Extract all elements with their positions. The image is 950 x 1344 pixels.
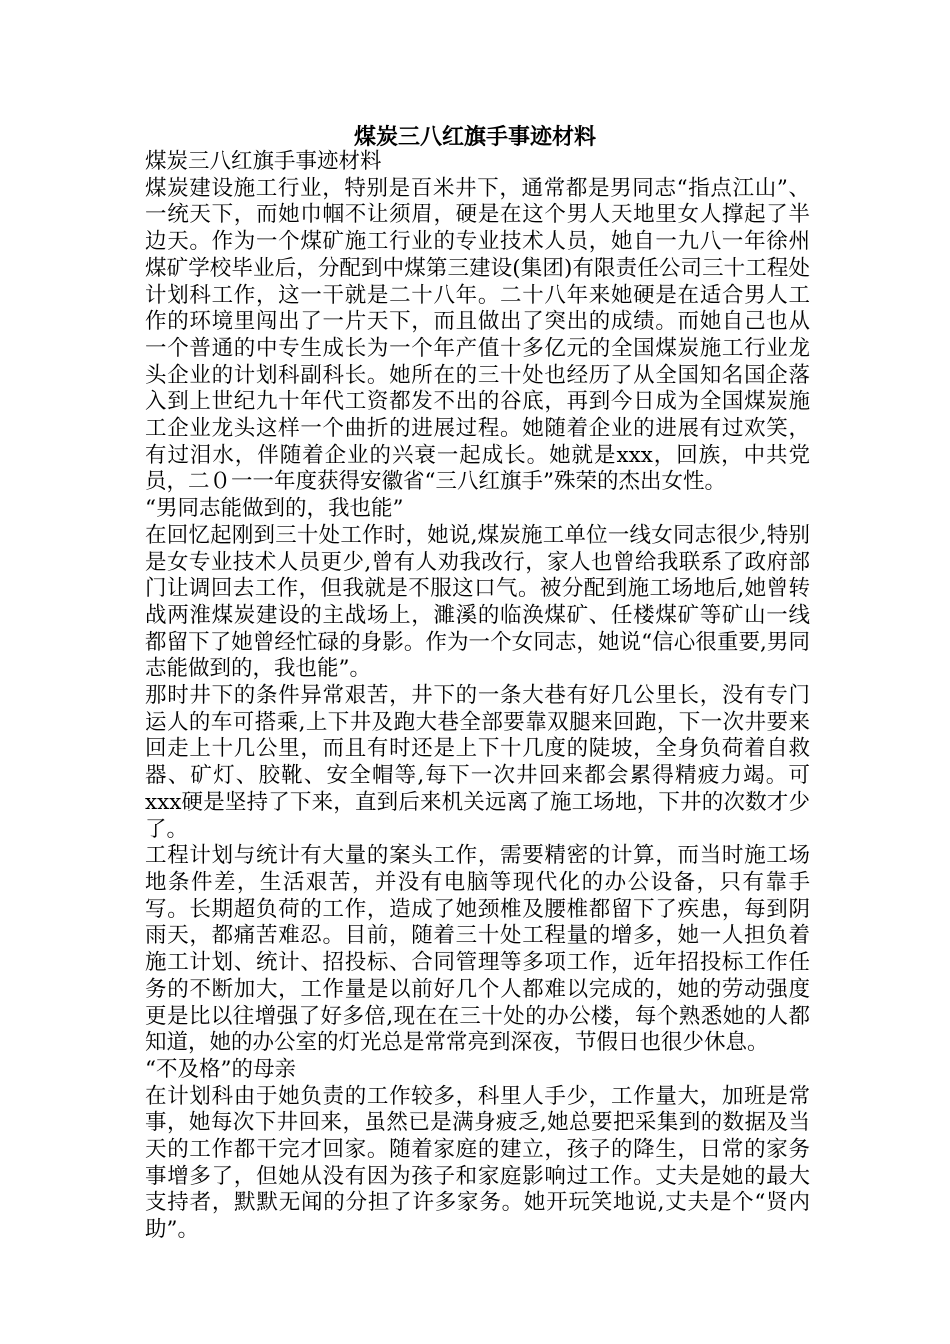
paragraph-planning-work: 工程计划与统计有大量的案头工作，需要精密的计算，而当时施工场地条件差，生活艰苦，并没有电脑等现代化的办公设备，只有靠手写。长期超负荷的工作，造成了她颈椎及腰椎都留下了疾患，每到阴雨天，都痛苦难忍。目前，随着三十处工程量的增多，她一人担负着施工计划、统计、招投标、合同管理等多项工作，近年招投标工作任务的不断加大，工作量是以前好几个人都难以完成的，她的劳动强度更是比以往增强了好多倍,现在在三十处的办公楼，每个熟悉她的人都知道，她的办公室的灯光总是常常亮到深夜，节假日也很少休息。 xyxy=(145,843,810,1056)
section-heading-mother: “不及格”的母亲 xyxy=(145,1056,296,1082)
paragraph-mine-conditions: 那时井下的条件异常艰苦，井下的一条大巷有好几公里长，没有专门运人的车可搭乘,上下井及跑大巷全部要靠双腿来回跑，下一次井要来回走上十几公里，而且有时还是上下十几度的陡坡，全身负荷着自救器、矿灯、胶靴、安全帽等,每下一次井回来都会累得精疲力竭。可xxx硬是坚持了下来，直到后来机关远离了施工场地，下井的次数才少了。 xyxy=(145,683,810,842)
document-body xyxy=(145,149,810,1244)
paragraph-family: 在计划科由于她负责的工作较多，科里人手少，工作量大，加班是常事，她每次下井回来，虽然已是满身疲乏,她总要把采集到的数据及当天的工作都干完才回家。随着家庭的建立，孩子的降生，日常的家务事增多了，但她从没有因为孩子和家庭影响过工作。丈夫是她的最大支持者，默默无闻的分担了许多家务。她开玩笑地说,丈夫是个“贤内助”。 xyxy=(145,1083,810,1243)
paragraph-subtitle: 煤炭三八红旗手事迹材料 xyxy=(145,149,382,174)
document-title: 煤炭三八红旗手事迹材料 xyxy=(353,124,596,150)
section-heading-men-can-do: “男同志能做到的，我也能” xyxy=(145,496,404,522)
paragraph-intro: 煤炭建设施工行业，特别是百米井下，通常都是男同志“指点江山”、一统天下，而她巾帼不让须眉，硬是在这个男人天地里女人撑起了半边天。作为一个煤矿施工行业的专业技术人员，她自一九八一年徐州煤矿学校毕业后，分配到中煤第三建设(集团)有限责任公司三十工程处计划科工作，这一干就是二十八年。二十八年来她硬是在适合男人工作的环境里闯出了一片天下，而且做出了突出的成绩。而她自己也从一个普通的中专生成长为一个年产值十多亿元的全国煤炭施工行业龙头企业的计划科副科长。她所在的三十处也经历了从全国知名国企落入到上世纪九十年代工资都发不出的谷底，再到今日成为全国煤炭施工企业龙头这样一个曲折的进展过程。她随着企业的进展有过欢笑，有过泪水，伴随着企业的兴衰一起成长。她就是xxx，回族，中共党员，二０一一年度获得安徽省“三八红旗手”殊荣的杰出女性。 xyxy=(145,175,810,495)
paragraph-recollection: 在回忆起刚到三十处工作时，她说,煤炭施工单位一线女同志很少,特别是女专业技术人员更少,曾有人劝我改行，家人也曾给我联系了政府部门让调回去工作，但我就是不服这口气。被分配到施工场地后,她曾转战两淮煤炭建设的主战场上，濉溪的临涣煤矿、任楼煤矿等矿山一线都留下了她曾经忙碌的身影。作为一个女同志，她说“信心很重要,男同志能做到的，我也能”。 xyxy=(145,522,810,682)
